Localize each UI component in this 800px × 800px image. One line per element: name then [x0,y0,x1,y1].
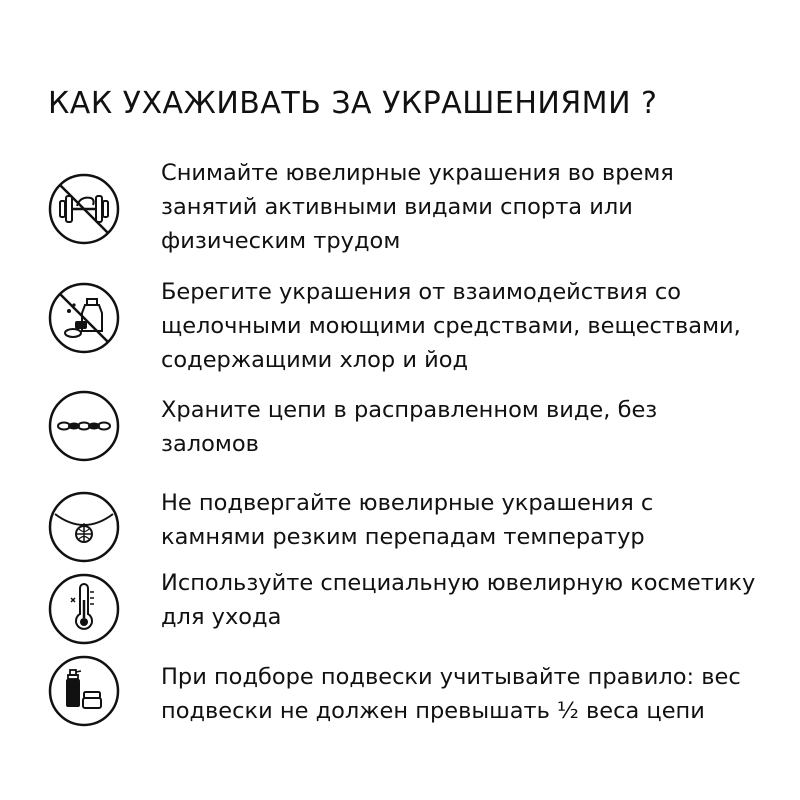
cosmetics-icon [47,654,121,728]
care-item-text: При подборе подвески учитывайте правило: вес подвески не должен превышать ½ веса цепи [161,664,741,724]
care-item-text: Снимайте ювелирные украшения во время занятий активными видами спорта или физическим трудом [161,160,674,254]
care-item-text: Не подвергайте ювелирные украшения с камнями резким перепадам температур [161,490,654,550]
chain-icon [47,389,121,463]
no-sport-dumbbell-icon [47,172,121,246]
page-title: КАК УХАЖИВАТЬ ЗА УКРАШЕНИЯМИ ? [48,86,658,121]
thermometer-icon [47,572,121,646]
care-item-text: Используйте специальную ювелирную косметику для ухода [161,570,756,630]
care-item-text: Храните цепи в расправленном виде, без заломов [161,397,658,457]
pendant-icon [47,490,121,564]
no-chemicals-icon [47,281,121,355]
care-item-text: Берегите украшения от взаимодействия со щелочными моющими средствами, веществами, содержащими хлор и йод [161,279,741,373]
